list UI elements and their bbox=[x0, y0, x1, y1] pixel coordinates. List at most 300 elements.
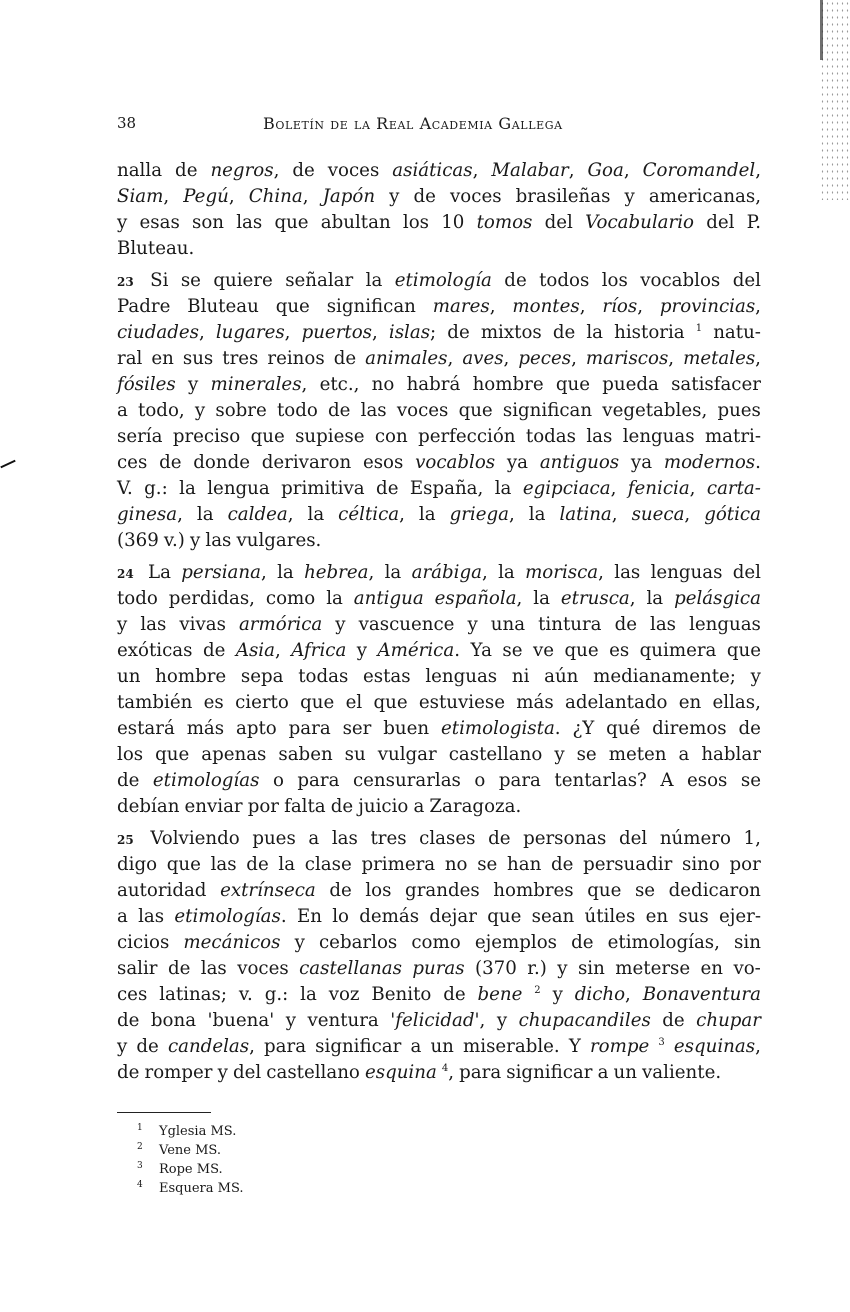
word: que bbox=[555, 374, 590, 395]
word: reinos bbox=[267, 348, 325, 369]
word: supiese bbox=[295, 426, 365, 447]
word: Goa, bbox=[587, 160, 630, 181]
word bbox=[412, 956, 464, 982]
word bbox=[477, 210, 533, 236]
word: y bbox=[190, 530, 201, 551]
word: de bbox=[488, 828, 511, 849]
text-line bbox=[117, 612, 761, 638]
word: se bbox=[740, 770, 761, 791]
italic-term: ríos bbox=[602, 296, 638, 317]
paragraph-number: 23 bbox=[117, 275, 134, 289]
word: de bbox=[738, 718, 761, 739]
word bbox=[707, 476, 761, 502]
italic-term: minerales bbox=[210, 374, 302, 395]
word: quiere bbox=[213, 270, 273, 291]
word: de bbox=[376, 478, 399, 499]
word: Benito bbox=[371, 984, 432, 1005]
text-line bbox=[117, 398, 761, 424]
italic-term: Pegú bbox=[183, 186, 229, 207]
word: o bbox=[272, 770, 284, 791]
word: y bbox=[294, 932, 305, 953]
word: demás bbox=[359, 906, 420, 927]
word: lenguas bbox=[425, 666, 498, 687]
word: las bbox=[205, 530, 232, 551]
word: de bbox=[614, 614, 637, 635]
word: de bbox=[571, 932, 594, 953]
word bbox=[658, 1034, 664, 1060]
text-line bbox=[117, 852, 761, 878]
word: significan bbox=[326, 296, 416, 317]
word: todo bbox=[117, 588, 158, 609]
word: han bbox=[507, 854, 542, 875]
italic-term: esquina bbox=[364, 1062, 437, 1083]
word: todos bbox=[539, 270, 590, 291]
word: del bbox=[706, 212, 735, 233]
word: de bbox=[175, 160, 198, 181]
footnote-separator-rule bbox=[117, 1112, 211, 1113]
word: Si bbox=[150, 270, 169, 291]
word: significan bbox=[502, 400, 593, 421]
word: bona bbox=[150, 1010, 197, 1031]
word: ser bbox=[342, 718, 372, 739]
text-line bbox=[117, 904, 761, 930]
italic-term: Bonaventura bbox=[642, 984, 761, 1005]
scan-edge-shadow bbox=[820, 0, 823, 60]
italic-term: céltica bbox=[338, 504, 400, 525]
word: de bbox=[330, 796, 354, 817]
word: a bbox=[413, 796, 425, 817]
word: Ya bbox=[470, 640, 492, 661]
word: historia bbox=[614, 322, 685, 343]
word: la bbox=[326, 588, 343, 609]
word: censurarlas bbox=[352, 770, 461, 791]
word: del bbox=[544, 212, 573, 233]
text-line bbox=[117, 528, 761, 554]
word: que bbox=[487, 906, 522, 927]
footnote-number: 2 bbox=[137, 1142, 143, 1152]
italic-term: dicho bbox=[574, 984, 626, 1005]
word: las bbox=[650, 614, 677, 635]
word: por bbox=[729, 854, 761, 875]
word: vegetables, bbox=[602, 400, 708, 421]
word: tentarlas? bbox=[554, 770, 647, 791]
word: de bbox=[552, 322, 576, 343]
word: asiáticas, bbox=[392, 160, 479, 181]
text-line bbox=[117, 638, 761, 664]
italic-term: egipciaca bbox=[522, 478, 611, 499]
word: para bbox=[498, 770, 541, 791]
word: significar bbox=[506, 1062, 593, 1083]
word bbox=[117, 268, 138, 294]
italic-term: castellanas bbox=[299, 958, 402, 979]
word: las bbox=[586, 426, 613, 447]
italic-term: rompe bbox=[589, 1036, 650, 1057]
text-line bbox=[117, 768, 761, 794]
word bbox=[478, 982, 523, 1008]
word: y bbox=[194, 400, 206, 421]
word: un bbox=[613, 1062, 637, 1083]
word: vulgar bbox=[377, 744, 437, 765]
word bbox=[354, 586, 424, 612]
word: hebrea, bbox=[304, 562, 375, 583]
italic-term: ciudades bbox=[117, 322, 199, 343]
word: romper bbox=[144, 1062, 213, 1083]
text-line bbox=[117, 184, 761, 210]
word: castellano bbox=[448, 744, 543, 765]
word: a bbox=[678, 744, 690, 765]
word: sobre bbox=[215, 400, 267, 421]
word: la bbox=[533, 588, 550, 609]
word: voces bbox=[450, 186, 502, 207]
word: los bbox=[117, 744, 144, 765]
italic-term: mariscos bbox=[585, 348, 669, 369]
italic-term: pelásgica bbox=[674, 588, 761, 609]
text-line bbox=[117, 1008, 761, 1034]
text-line bbox=[117, 664, 761, 690]
footnote-text: Yglesia MS. bbox=[159, 1124, 237, 1139]
word: 'buena' bbox=[207, 1010, 275, 1031]
word: perdidas, bbox=[168, 588, 255, 609]
word: falta bbox=[284, 796, 326, 817]
word: ejer- bbox=[718, 906, 761, 927]
page-header bbox=[117, 114, 761, 136]
word: vivas bbox=[179, 614, 226, 635]
word: útiles bbox=[584, 906, 636, 927]
word: esos bbox=[362, 452, 404, 473]
word: o bbox=[474, 770, 486, 791]
word: 10 bbox=[441, 212, 465, 233]
text-line bbox=[117, 982, 761, 1008]
word: los bbox=[402, 212, 429, 233]
word: meterse bbox=[615, 958, 691, 979]
word: más bbox=[186, 718, 225, 739]
word: matri- bbox=[704, 426, 761, 447]
word: estará bbox=[117, 718, 175, 739]
word: de bbox=[443, 984, 466, 1005]
word: una bbox=[490, 614, 526, 635]
text-line bbox=[117, 690, 761, 716]
italic-term: vocablos bbox=[415, 452, 496, 473]
footnote bbox=[137, 1179, 244, 1198]
word: ejemplos bbox=[474, 932, 557, 953]
word: v. bbox=[238, 984, 253, 1005]
word: ces bbox=[117, 984, 148, 1005]
footnote bbox=[137, 1160, 244, 1179]
word: P. bbox=[746, 212, 761, 233]
word: clase bbox=[304, 854, 352, 875]
word: meten bbox=[608, 744, 667, 765]
italic-term: animales bbox=[365, 348, 448, 369]
text-line bbox=[117, 294, 761, 320]
word: España, bbox=[409, 478, 484, 499]
word: de bbox=[246, 854, 269, 875]
italic-term: esquinas bbox=[673, 1036, 756, 1057]
word bbox=[117, 560, 138, 586]
text-line bbox=[117, 586, 761, 612]
word: y bbox=[467, 614, 478, 635]
word: no bbox=[371, 374, 395, 395]
word bbox=[674, 586, 761, 612]
text-line bbox=[117, 372, 761, 398]
word: ya bbox=[630, 452, 653, 473]
italic-term: puras bbox=[412, 958, 465, 979]
word: voces bbox=[396, 400, 449, 421]
word: y bbox=[117, 1036, 128, 1057]
word: las bbox=[138, 906, 165, 927]
word: todas bbox=[525, 426, 576, 447]
word: primera bbox=[361, 854, 436, 875]
word: sin bbox=[577, 958, 605, 979]
italic-term: lugares bbox=[215, 322, 285, 343]
word: preciso bbox=[172, 426, 241, 447]
word: que bbox=[300, 692, 335, 713]
word: y bbox=[335, 614, 346, 635]
word: En bbox=[296, 906, 322, 927]
word: satisfacer bbox=[671, 374, 761, 395]
word: pueda bbox=[602, 374, 659, 395]
text-line bbox=[117, 1034, 761, 1060]
italic-term: antiguos bbox=[539, 452, 620, 473]
word bbox=[323, 184, 375, 210]
word: persuadir bbox=[583, 854, 673, 875]
italic-term: chupar bbox=[696, 1010, 761, 1031]
word: las bbox=[200, 958, 227, 979]
word: Bluteau bbox=[187, 296, 259, 317]
italic-term: provincias bbox=[659, 296, 756, 317]
word: la bbox=[418, 504, 436, 525]
word: con bbox=[374, 426, 408, 447]
word bbox=[415, 450, 495, 476]
word: la bbox=[528, 504, 546, 525]
word: y bbox=[188, 374, 199, 395]
italic-term: mares bbox=[432, 296, 490, 317]
word: de bbox=[117, 1010, 140, 1031]
italic-term: armórica bbox=[238, 614, 323, 635]
word: la bbox=[179, 478, 196, 499]
word: 1, bbox=[743, 828, 761, 849]
word: sino bbox=[681, 854, 720, 875]
word: a bbox=[597, 1062, 609, 1083]
word: minerales, bbox=[210, 374, 308, 395]
footnote-reference: 3 bbox=[658, 1037, 665, 1048]
word: morisca, bbox=[525, 562, 604, 583]
word: (370 bbox=[475, 958, 517, 979]
word: derivaron bbox=[261, 452, 352, 473]
italic-term: Siam bbox=[117, 186, 164, 207]
italic-term: carta- bbox=[706, 478, 761, 499]
footnote bbox=[137, 1141, 244, 1160]
word: V. bbox=[117, 478, 133, 499]
word: (369 bbox=[117, 530, 159, 551]
footnote-reference: 1 bbox=[695, 323, 703, 334]
word bbox=[220, 878, 316, 904]
word: de bbox=[329, 880, 352, 901]
word: y bbox=[356, 640, 368, 661]
word: que bbox=[275, 296, 310, 317]
italic-term: etimologías bbox=[152, 770, 260, 791]
word: Y bbox=[568, 1036, 581, 1057]
word: personas bbox=[523, 828, 607, 849]
word: Volviendo bbox=[150, 828, 240, 849]
word: etimologista. bbox=[441, 718, 561, 739]
word: nalla bbox=[117, 160, 163, 181]
word: que bbox=[250, 426, 285, 447]
word: tres bbox=[370, 828, 407, 849]
text-line bbox=[117, 826, 761, 852]
word: es bbox=[203, 692, 224, 713]
italic-term: gótica bbox=[704, 504, 761, 525]
word bbox=[696, 1008, 761, 1034]
word: las bbox=[331, 828, 358, 849]
word: la bbox=[384, 562, 402, 583]
italic-term: negros bbox=[210, 160, 274, 181]
word: etimologías, bbox=[607, 932, 720, 953]
word: habrá bbox=[406, 374, 461, 395]
word: se bbox=[502, 640, 523, 661]
paragraph-number: 25 bbox=[117, 833, 134, 847]
word: que bbox=[587, 880, 622, 901]
word: a bbox=[117, 400, 128, 421]
word: lugares, bbox=[215, 322, 291, 343]
word: 'felicidad', bbox=[390, 1010, 486, 1031]
word: a bbox=[410, 1036, 422, 1057]
word: dedicaron bbox=[668, 880, 761, 901]
word: y bbox=[285, 1010, 296, 1031]
text-line bbox=[117, 236, 761, 262]
word: que bbox=[458, 400, 493, 421]
text-line bbox=[117, 210, 761, 236]
word: que bbox=[166, 854, 201, 875]
word: que bbox=[155, 744, 190, 765]
word: que bbox=[726, 640, 761, 661]
word: y bbox=[750, 666, 761, 687]
word: de bbox=[447, 322, 470, 343]
word bbox=[153, 768, 260, 794]
word: de bbox=[117, 770, 140, 791]
word: y bbox=[624, 186, 635, 207]
word: A bbox=[660, 770, 674, 791]
word: egipciaca, bbox=[522, 478, 617, 499]
word: metales, bbox=[683, 348, 761, 369]
text-line bbox=[117, 1060, 761, 1086]
text-line bbox=[117, 424, 761, 450]
word: la bbox=[365, 270, 383, 291]
word: islas; bbox=[388, 322, 437, 343]
italic-term: Asia bbox=[235, 640, 275, 661]
text-line bbox=[117, 878, 761, 904]
word: y bbox=[117, 614, 128, 635]
italic-term: aves bbox=[462, 348, 504, 369]
italic-term: China bbox=[248, 186, 303, 207]
running-title: Boletín de la Real Academia Gallega bbox=[263, 114, 563, 133]
word: digo bbox=[117, 854, 158, 875]
italic-term: candelas bbox=[167, 1036, 250, 1057]
word: buen bbox=[383, 718, 430, 739]
word: vo- bbox=[733, 958, 761, 979]
text-line bbox=[117, 742, 761, 768]
word: apto bbox=[236, 718, 277, 739]
word: son bbox=[192, 212, 224, 233]
word: aves, bbox=[462, 348, 510, 369]
word: por bbox=[247, 796, 280, 817]
word bbox=[534, 982, 540, 1008]
italic-term: ginesa bbox=[117, 504, 178, 525]
word: significar bbox=[315, 1036, 402, 1057]
word: Bluteau. bbox=[117, 238, 195, 259]
italic-term: mecánicos bbox=[183, 932, 281, 953]
word: valiente. bbox=[642, 1062, 722, 1083]
word: voz bbox=[328, 984, 360, 1005]
word: Zaragoza. bbox=[429, 796, 522, 817]
word: sean bbox=[531, 906, 575, 927]
italic-term: Coromandel bbox=[642, 160, 756, 181]
word: de bbox=[117, 1062, 140, 1083]
word: sus bbox=[678, 906, 709, 927]
word: de bbox=[167, 958, 191, 979]
word: g.: bbox=[264, 984, 289, 1005]
word: hombres bbox=[493, 880, 574, 901]
word: donde bbox=[193, 452, 250, 473]
word: enviar bbox=[184, 796, 243, 817]
word: $^4$, bbox=[441, 1062, 455, 1083]
word: la bbox=[498, 562, 515, 583]
word: lengua bbox=[207, 478, 270, 499]
italic-term: extrínseca bbox=[220, 880, 316, 901]
italic-term: islas bbox=[388, 322, 431, 343]
italic-term: chupacandiles bbox=[518, 1010, 651, 1031]
word: lo bbox=[332, 906, 349, 927]
word: de bbox=[292, 160, 315, 181]
word: grandes bbox=[405, 880, 480, 901]
word: natu- bbox=[713, 322, 761, 343]
word: para bbox=[288, 718, 331, 739]
italic-term: fósiles bbox=[117, 374, 176, 395]
word: ni bbox=[511, 666, 530, 687]
footnote-text: Vene MS. bbox=[159, 1143, 221, 1158]
word: que bbox=[564, 640, 599, 661]
word bbox=[365, 1060, 437, 1086]
word: hombre bbox=[155, 666, 227, 687]
word: y bbox=[552, 984, 563, 1005]
word: a bbox=[308, 828, 320, 849]
word: vocablos bbox=[640, 270, 721, 291]
word bbox=[183, 930, 280, 956]
italic-term: tomos bbox=[476, 212, 533, 233]
footnote-reference: 2 bbox=[534, 985, 541, 996]
word: el bbox=[345, 692, 363, 713]
word: ellas, bbox=[712, 692, 761, 713]
word bbox=[696, 320, 702, 346]
word: es bbox=[609, 640, 630, 661]
word: animales, bbox=[365, 348, 454, 369]
italic-term: latina bbox=[559, 504, 612, 525]
word: quimera bbox=[639, 640, 717, 661]
word: g.: bbox=[144, 478, 168, 499]
word: sería bbox=[117, 426, 163, 447]
italic-term: morisca bbox=[525, 562, 599, 583]
word: del bbox=[232, 1062, 262, 1083]
italic-term: puertos bbox=[301, 322, 372, 343]
word: se bbox=[576, 744, 597, 765]
word: de bbox=[202, 640, 226, 661]
word: brasileñas bbox=[515, 186, 611, 207]
word: primitiva bbox=[281, 478, 365, 499]
word: no bbox=[444, 854, 468, 875]
word: más bbox=[516, 692, 554, 713]
word: candelas, bbox=[167, 1036, 255, 1057]
italic-term: etimologista bbox=[441, 718, 555, 739]
word: que bbox=[373, 692, 408, 713]
